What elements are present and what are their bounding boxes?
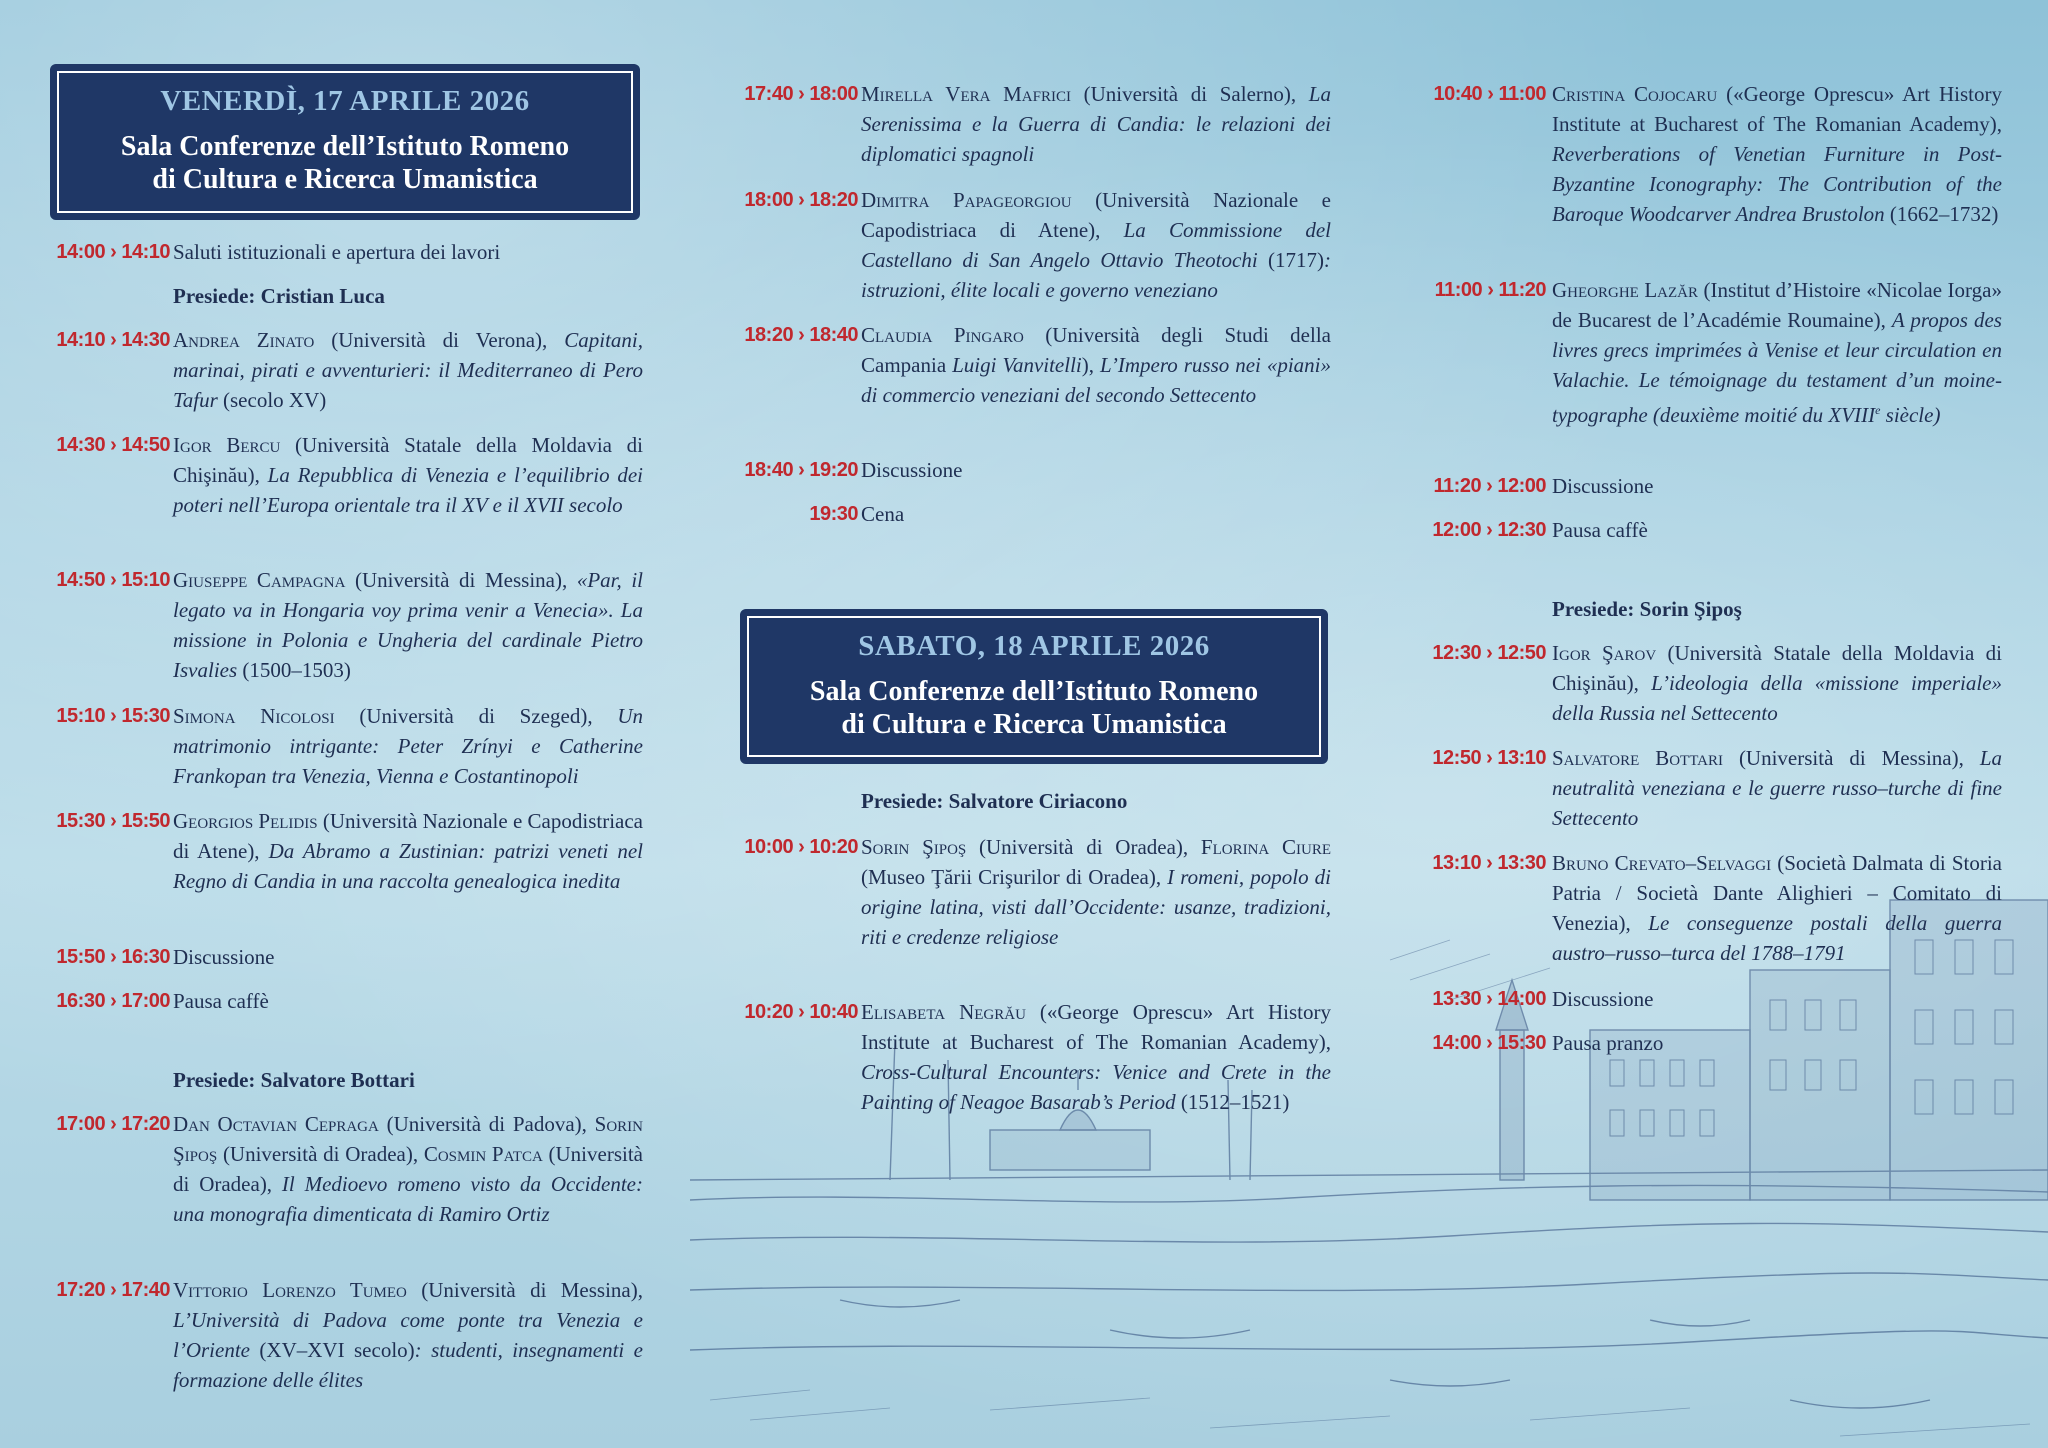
entry-text	[173, 806, 643, 896]
speaker-name: Andrea Zinato	[173, 328, 315, 352]
affiliation: (Università di Oradea),	[217, 1142, 424, 1166]
time-slot: 17:00 › 17:20	[56, 1113, 170, 1135]
talk-period: (XV–XVI secolo)	[249, 1338, 415, 1362]
talk-title: La Serenissima e la Guerra di Candia: le relazioni dei diplomatici spagnoli	[861, 82, 1331, 166]
entry-text: Pausa pranzo	[1552, 1031, 1664, 1055]
day1-date: VENERDÌ, 17 APRILE 2026	[160, 85, 530, 117]
time-slot: 18:00 › 18:20	[744, 189, 858, 211]
talk-period: (secolo XV)	[217, 388, 327, 412]
time-slot: 12:00 › 12:30	[1432, 519, 1546, 541]
time-slot: 14:00 › 14:10	[56, 241, 170, 263]
time-slot: 16:30 › 17:00	[56, 990, 170, 1012]
time-slot: 17:20 › 17:40	[56, 1279, 170, 1301]
time-slot: 14:50 › 15:10	[56, 569, 170, 591]
affiliation: (Università Statale della Moldavia di Chişinău),	[1552, 641, 2002, 695]
speaker-name: Mirella Vera Mafrici	[861, 82, 1071, 106]
talk-title: A propos des livres grecs imprimées à Venise et leur circulation en Valachie. Le témoignage du testament d’un moine-typographe	[1552, 308, 2002, 427]
speaker-name: Igor Bercu	[173, 433, 281, 457]
affiliation: (Università Nazionale e Capodistriaca di Atene),	[861, 188, 1331, 242]
time-slot: 10:00 › 10:20	[744, 836, 858, 858]
time-slot: 18:20 › 18:40	[744, 324, 858, 346]
entry-text	[1552, 743, 2002, 833]
talk-title: Da Abramo a Zustinian: patrizi veneti nel Regno di Candia in una raccolta genealogica inedita	[173, 839, 643, 893]
session-chair: Presiede: Salvatore Ciriacono	[861, 789, 1128, 813]
entry-text	[173, 701, 643, 791]
talk-title-continued: : istruzioni, élite locali e governo veneziano	[861, 248, 1331, 302]
affiliation: (Università Statale della Moldavia di Chişinău),	[173, 433, 643, 487]
time-slot: 15:50 › 16:30	[56, 946, 170, 968]
entry-text: Discussione	[173, 945, 275, 969]
speaker-name: Dan Octavian Cepraga	[173, 1112, 379, 1136]
day1-venue-line1: Sala Conferenze dell’Istituto Romeno	[120, 131, 570, 162]
talk-title: L’ideologia della «missione imperiale» della Russia nel Settecento	[1552, 671, 2002, 725]
affiliation: (Università Nazionale e Capodistriaca di Atene),	[173, 809, 643, 863]
entry-text	[1552, 275, 2002, 430]
time-slot: 19:30	[809, 503, 858, 525]
speaker-name: Elisabeta Negrău	[861, 1000, 1026, 1024]
day1-header	[50, 64, 640, 220]
entry-text: Pausa caffè	[1552, 518, 1648, 542]
entry-text	[861, 185, 1331, 305]
session-chair: Presiede: Sorin Şipoş	[1552, 597, 1742, 621]
affiliation: (Università di Szeged),	[334, 704, 618, 728]
affiliation: (Università di Messina),	[345, 568, 577, 592]
time-slot: 15:10 › 15:30	[56, 705, 170, 727]
talk-title: Cross-Cultural Encounters: Venice and Crete in the Painting of Neagoe Basarab’s Period	[861, 1060, 1331, 1114]
affiliation-close: ),	[1081, 353, 1100, 377]
affiliation: (Università di Verona),	[314, 328, 565, 352]
talk-period: (1662–1732)	[1884, 202, 1999, 226]
affiliation: (Università di Messina),	[406, 1278, 643, 1302]
speaker-name: Cosmin Patca	[423, 1142, 543, 1166]
speaker-name: Salvatore Bottari	[1552, 746, 1723, 770]
speaker-name: Dimitra Papageorgiou	[861, 188, 1072, 212]
time-slot: 13:10 › 13:30	[1432, 852, 1546, 874]
affiliation: (Università di Oradea),	[966, 835, 1201, 859]
time-slot: 12:50 › 13:10	[1432, 747, 1546, 769]
superscript: e	[1875, 403, 1881, 417]
entry-text	[861, 79, 1331, 169]
time-slot: 15:30 › 15:50	[56, 810, 170, 832]
entry-text: Cena	[861, 502, 905, 526]
talk-title: La Commissione del Castellano di San Angelo Ottavio Theotochi	[861, 218, 1331, 272]
time-slot: 11:20 › 12:00	[1433, 475, 1546, 497]
speaker-name: Giuseppe Campagna	[173, 568, 346, 592]
time-slot: 10:20 › 10:40	[744, 1001, 858, 1023]
entry-text	[173, 565, 643, 685]
affiliation: (Museo Ţării Crişurilor di Oradea),	[861, 865, 1168, 889]
day2-venue-line2: di Cultura e Ricerca Umanistica	[841, 709, 1227, 740]
time-slot: 18:40 › 19:20	[744, 459, 858, 481]
entry-text	[1552, 848, 2002, 968]
session-chair: Presiede: Cristian Luca	[173, 284, 385, 308]
time-slot: 17:40 › 18:00	[744, 83, 858, 105]
talk-period: (1512–1521)	[1175, 1090, 1290, 1114]
affiliation: (Società Dalmata di Storia Patria / Società Dante Alighieri – Comitato di Venezia),	[1552, 851, 2002, 935]
entry-text	[173, 325, 643, 415]
time-slot: 14:30 › 14:50	[56, 434, 170, 456]
talk-title: Capitani, marinai, pirati e avventurieri: il Mediterraneo di Pero Tafur	[173, 328, 643, 412]
talk-period-end: siècle)	[1880, 403, 1941, 427]
speaker-name: Vittorio Lorenzo Tumeo	[173, 1278, 407, 1302]
speaker-name: Bruno Crevato–Selvaggi	[1552, 851, 1772, 875]
talk-title: Reverberations of Venetian Furniture in Post-Byzantine Iconography: The Contribution of the Baroque Woodcarver Andrea Brustolon	[1552, 142, 2002, 226]
talk-title: Un matrimonio intrigante: Peter Zrínyi e Catherine Frankopan tra Venezia, Vienna e Costantinopoli	[173, 704, 643, 788]
time-slot: 13:30 › 14:00	[1432, 988, 1546, 1010]
talk-title: Il Medioevo romeno visto da Occidente: una monografia dimenticata di Ramiro Ortiz	[173, 1172, 643, 1226]
day2-header	[740, 609, 1328, 764]
entry-text: Pausa caffè	[173, 989, 269, 1013]
entry-text: Discussione	[861, 458, 963, 482]
talk-title: I romeni, popolo di origine latina, visti dall’Occidente: usanze, tradizioni, riti e credenze religiose	[861, 865, 1331, 949]
time-slot: 12:30 › 12:50	[1432, 642, 1546, 664]
affiliation: (Institut d’Histoire «Nicolae Iorga» de Bucarest de l’Académie Roumaine),	[1552, 278, 2002, 332]
affiliation-italic: Luigi Vanvitelli	[952, 353, 1082, 377]
affiliation: (Università degli Studi della Campania	[861, 323, 1331, 377]
time-slot: 11:00 › 11:20	[1434, 279, 1546, 301]
affiliation: («George Oprescu» Art History Institute at Bucharest of The Romanian Academy),	[861, 1000, 1331, 1054]
talk-period: (1717)	[1257, 248, 1324, 272]
speaker-name: Sorin Şipoş	[861, 835, 967, 859]
talk-period: (1500–1503)	[237, 658, 351, 682]
time-slot: 10:40 › 11:00	[1433, 83, 1546, 105]
talk-title: Le conseguenze postali della guerra austro–russo–turca del 1788–1791	[1552, 911, 2002, 965]
talk-title: «Par, il legato va in Hongaria voy prima venir a Venecia». La missione in Polonia e Ungheria del cardinale Pietro Isvalies	[173, 568, 643, 682]
speaker-name: Florina Ciure	[1200, 835, 1332, 859]
day2-venue-line1: Sala Conferenze dell’Istituto Romeno	[809, 676, 1259, 707]
entry-text	[861, 832, 1331, 952]
affiliation: (Università di Messina),	[1723, 746, 1980, 770]
speaker-name: Claudia Pingaro	[861, 323, 1024, 347]
speaker-name: Sorin Şipoş	[173, 1112, 643, 1166]
time-slot: 14:00 › 15:30	[1432, 1032, 1546, 1054]
affiliation: (Università di Padova),	[378, 1112, 595, 1136]
entry-text: Discussione	[1552, 987, 1654, 1011]
entry-text	[1552, 79, 2002, 229]
entry-text	[1552, 638, 2002, 728]
affiliation: (Università di Salerno),	[1070, 82, 1309, 106]
speaker-name: Igor Şarov	[1552, 641, 1657, 665]
talk-period: (deuxième moitié du XVIII	[1647, 403, 1876, 427]
talk-title: La neutralità veneziana e le guerre russo–turche di fine Settecento	[1552, 746, 2002, 830]
talk-title-continued: : studenti, insegnamenti e formazione delle élites	[173, 1338, 644, 1392]
day2-date: SABATO, 18 APRILE 2026	[858, 630, 1210, 662]
entry-text: Saluti istituzionali e apertura dei lavori	[173, 240, 501, 264]
talk-title: La Repubblica di Venezia e l’equilibrio dei poteri nell’Europa orientale tra il XV e il XVII secolo	[173, 463, 643, 517]
affiliation: («George Oprescu» Art History Institute at Bucharest of The Romanian Academy),	[1552, 82, 2002, 136]
speaker-name: Georgios Pelidis	[173, 809, 318, 833]
entry-text	[861, 320, 1331, 410]
entry-text	[173, 1109, 643, 1229]
entry-text: Discussione	[1552, 474, 1654, 498]
speaker-name: Simona Nicolosi	[173, 704, 335, 728]
affiliation: (Università di Oradea),	[173, 1142, 643, 1196]
time-slot: 14:10 › 14:30	[56, 329, 170, 351]
entry-text	[173, 1275, 643, 1395]
session-chair: Presiede: Salvatore Bottari	[173, 1068, 415, 1092]
entry-text	[861, 997, 1331, 1117]
talk-title: L’Impero russo nei «piani» di commercio veneziani del secondo Settecento	[861, 353, 1332, 407]
talk-title: L’Università di Padova come ponte tra Venezia e l’Oriente	[173, 1308, 643, 1362]
speaker-name: Gheorghe Lazăr	[1552, 278, 1699, 302]
day1-venue-line2: di Cultura e Ricerca Umanistica	[152, 164, 538, 195]
entry-text	[173, 430, 643, 520]
speaker-name: Cristina Cojocaru	[1552, 82, 1718, 106]
